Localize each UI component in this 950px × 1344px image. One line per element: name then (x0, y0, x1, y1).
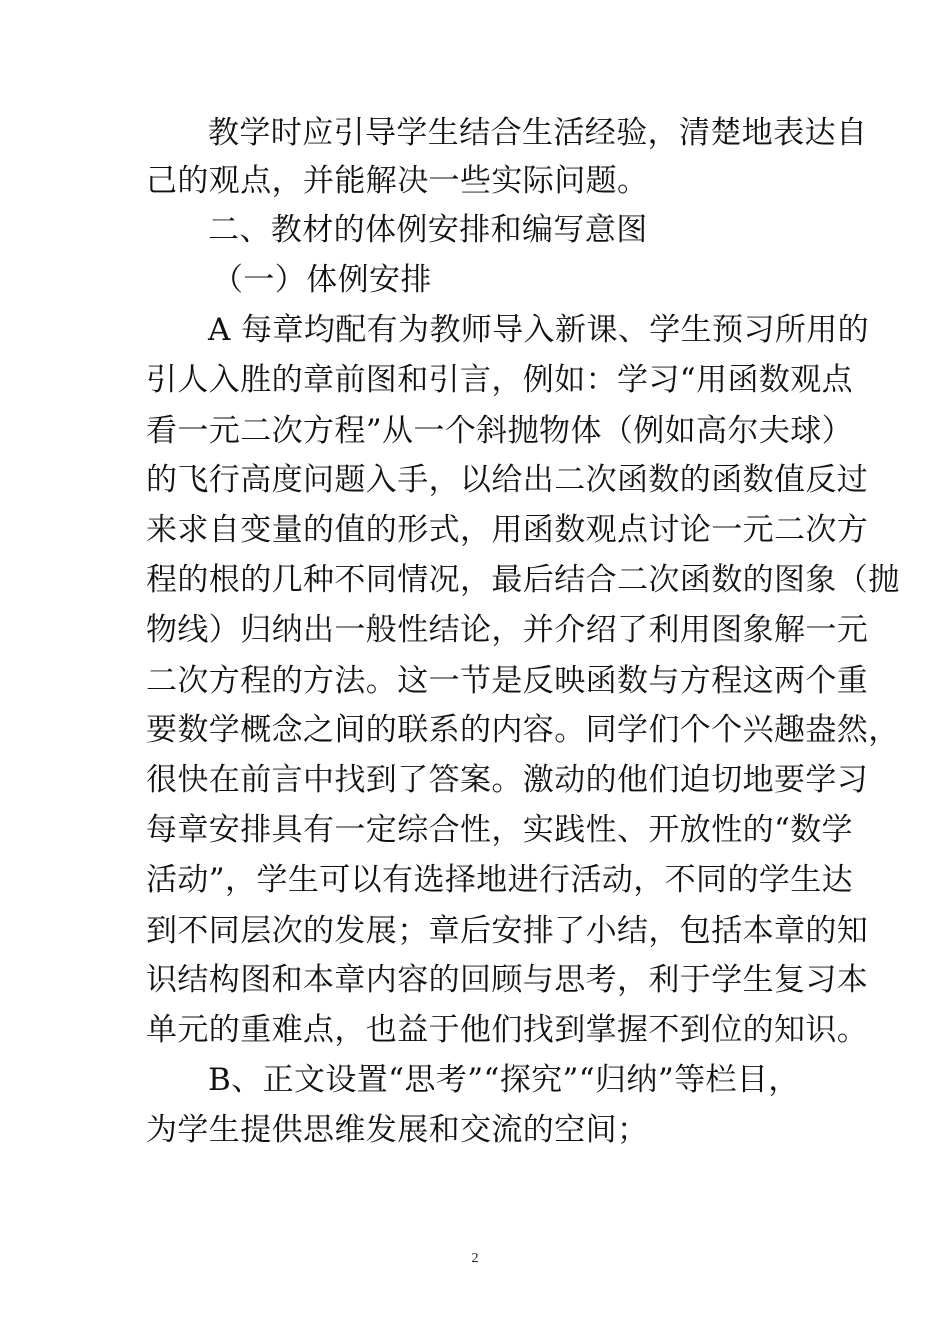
paragraph-line: 教学时应引导学生结合生活经验，清楚地表达自 (208, 115, 868, 151)
paragraph-line: 为学生提供思维发展和交流的空间； (146, 1112, 649, 1148)
page-number: 2 (471, 1251, 479, 1266)
section-heading: 二、教材的体例安排和编写意图 (208, 212, 648, 248)
paragraph-line: 的飞行高度问题入手，以给出二次函数的函数值反过 (146, 462, 869, 498)
paragraph-line: 二次方程的方法。这一节是反映函数与方程这两个重 (146, 663, 869, 699)
paragraph-line: 识结构图和本章内容的回顾与思考，利于学生复习本 (146, 962, 869, 998)
paragraph-line: 来求自变量的值的形式，用函数观点讨论一元二次方 (146, 512, 869, 548)
paragraph-line: 程的根的几种不同情况，最后结合二次函数的图象（抛 (146, 562, 900, 598)
paragraph-line: A 每章均配有为教师导入新课、学生预习所用的 (208, 312, 870, 348)
paragraph-line: 看一元二次方程”从一个斜抛物体（例如高尔夫球） (146, 413, 854, 449)
paragraph-line: 到不同层次的发展；章后安排了小结，包括本章的知 (146, 913, 869, 949)
paragraph-line: 要数学概念之间的联系的内容。同学们个个兴趣盎然， (146, 712, 900, 748)
paragraph-line: 每章安排具有一定综合性，实践性、开放性的“数学 (146, 812, 854, 848)
subsection-heading: （一）体例安排 (212, 262, 432, 298)
paragraph-line: 活动”，学生可以有选择地进行活动，不同的学生达 (146, 862, 854, 898)
paragraph-line: 物线）归纳出一般性结论，并介绍了利用图象解一元 (146, 612, 869, 648)
paragraph-line: 己的观点，并能解决一些实际问题。 (146, 163, 649, 199)
paragraph-line: B、正文设置“思考”“探究”“归纳”等栏目， (208, 1062, 800, 1098)
paragraph-line: 很快在前言中找到了答案。激动的他们迫切地要学习 (146, 762, 869, 798)
paragraph-line: 单元的重难点，也益于他们找到掌握不到位的知识。 (146, 1012, 869, 1048)
paragraph-line: 引人入胜的章前图和引言，例如：学习“用函数观点 (146, 362, 854, 398)
